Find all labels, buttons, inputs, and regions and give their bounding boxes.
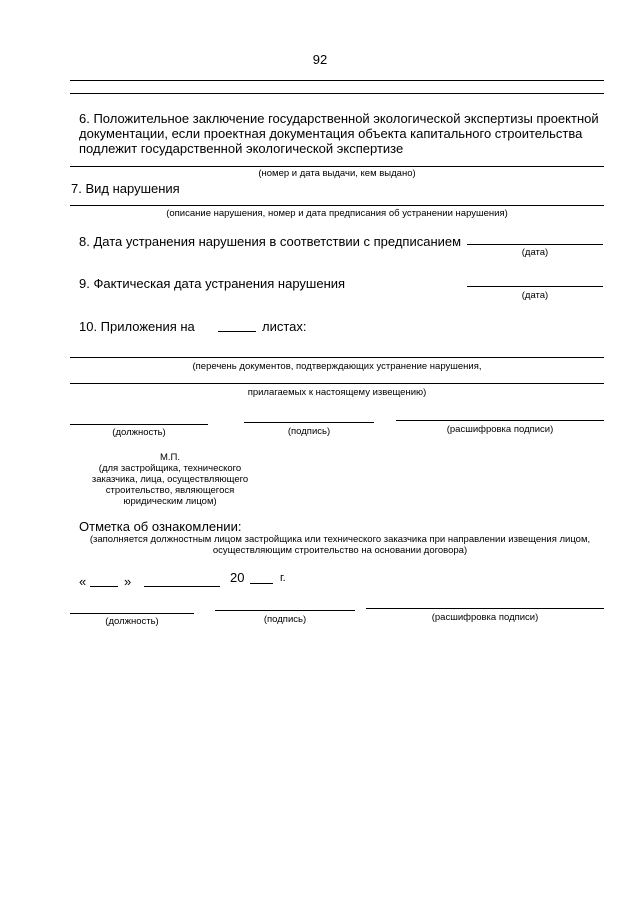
item10-fill-line-1[interactable] <box>70 357 604 358</box>
stamp-line5: юридическим лицом) <box>123 496 217 507</box>
date-close-quote: » <box>124 574 132 589</box>
sig1-position-caption: (должность) <box>112 427 166 438</box>
item6-caption: (номер и дата выдачи, кем выдано) <box>258 168 416 179</box>
sig2-position-line[interactable] <box>70 613 194 614</box>
item8-caption: (дата) <box>521 247 549 258</box>
item7-fill-line[interactable] <box>70 205 604 206</box>
item8-label: 8. Дата устранения нарушения в соответствии с предписанием <box>79 234 462 249</box>
item10-fill-line-2[interactable] <box>70 383 604 384</box>
item10-sheets-line[interactable] <box>218 331 256 332</box>
item10-caption-2: прилагаемых к настоящему извещению) <box>247 387 427 398</box>
date-day-line[interactable] <box>90 586 118 587</box>
acknowledgement-note-line1: (заполняется должностным лицом застройщика или технического заказчика при направлении извещения лицом, <box>89 534 591 545</box>
stamp-line4: строительство, являющегося <box>105 485 235 496</box>
sig1-signature-line[interactable] <box>244 422 374 423</box>
item6-line2: документации, если проектная документация объекта капитального строительства <box>79 126 583 141</box>
stamp-mp: М.П. <box>159 452 181 463</box>
stamp-line2: (для застройщика, технического <box>98 463 242 474</box>
item10-label-suffix: листах: <box>262 319 307 334</box>
item9-caption: (дата) <box>521 290 549 301</box>
item6-line1: 6. Положительное заключение государственной экологической экспертизы проектной <box>79 111 599 126</box>
sig1-position-line[interactable] <box>70 424 208 425</box>
sig1-transcript-caption: (расшифровка подписи) <box>446 424 554 435</box>
date-year-line[interactable] <box>250 583 273 584</box>
acknowledgement-note-line2: осуществляющим строительство на основании договора) <box>212 545 468 556</box>
item9-label: 9. Фактическая дата устранения нарушения <box>79 276 346 291</box>
item6-fill-line[interactable] <box>70 166 604 167</box>
item6-line3: подлежит государственной экологической экспертизе <box>79 141 404 156</box>
sig2-position-caption: (должность) <box>105 616 159 627</box>
acknowledgement-title: Отметка об ознакомлении: <box>79 519 242 534</box>
sig1-transcript-line[interactable] <box>396 420 604 421</box>
header-rule-2 <box>70 93 604 94</box>
item8-date-line[interactable] <box>467 244 603 245</box>
page-number: 92 <box>312 52 328 67</box>
stamp-line3: заказчика, лица, осуществляющего <box>91 474 249 485</box>
sig2-signature-caption: (подпись) <box>263 614 307 625</box>
stamp-note <box>60 452 280 507</box>
acknowledgement-note <box>70 534 610 556</box>
date-year-prefix: 20 <box>230 570 245 585</box>
date-year-suffix: г. <box>280 572 286 584</box>
sig2-transcript-caption: (расшифровка подписи) <box>431 612 539 623</box>
item7-caption: (описание нарушения, номер и дата предписания об устранении нарушения) <box>166 208 508 219</box>
sig2-signature-line[interactable] <box>215 610 355 611</box>
item9-date-line[interactable] <box>467 286 603 287</box>
item7-label: 7. Вид нарушения <box>71 181 180 196</box>
date-month-line[interactable] <box>144 586 220 587</box>
item10-caption-1: (перечень документов, подтверждающих устранение нарушения, <box>192 361 482 372</box>
item6-paragraph <box>79 111 598 156</box>
sig2-transcript-line[interactable] <box>366 608 604 609</box>
date-open-quote: « <box>79 574 87 589</box>
header-rule-1 <box>70 80 604 81</box>
item10-label-prefix: 10. Приложения на <box>79 319 195 334</box>
sig1-signature-caption: (подпись) <box>287 426 331 437</box>
